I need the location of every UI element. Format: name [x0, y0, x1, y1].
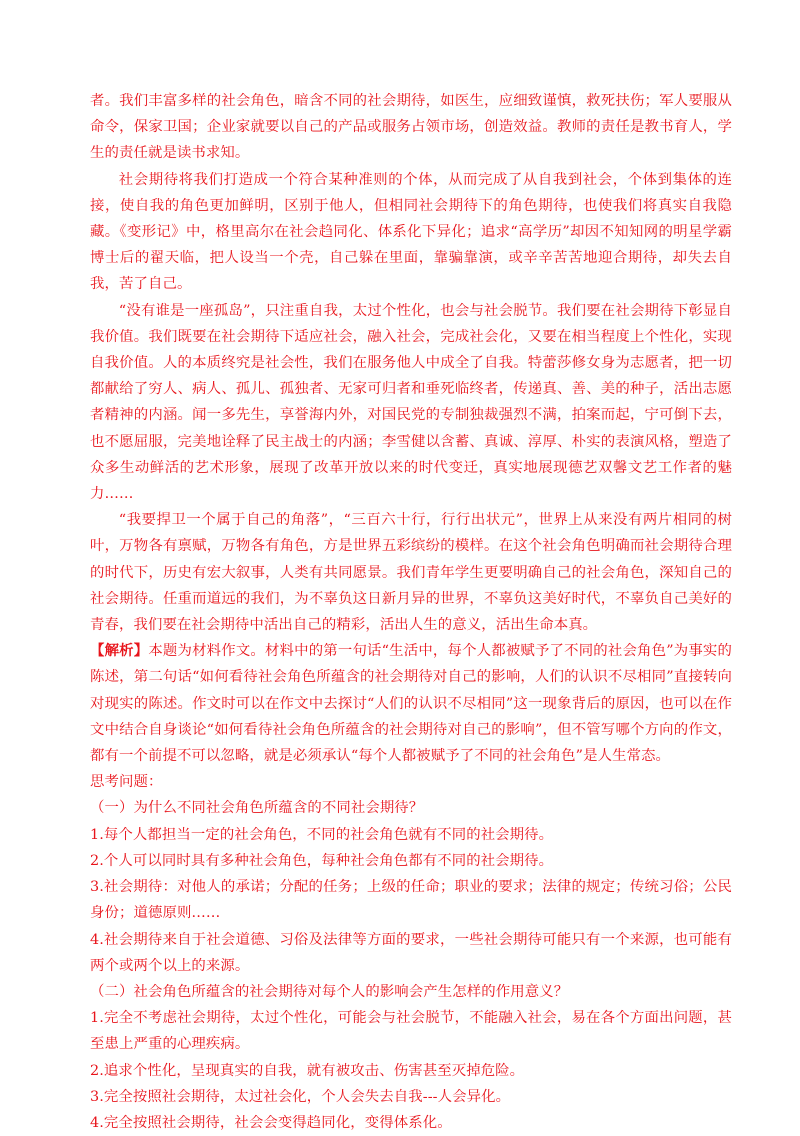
analysis-tag: 【解析】 — [90, 642, 149, 660]
analysis-paragraph — [90, 638, 732, 769]
question-2-list — [90, 1005, 732, 1136]
essay-paragraph-1: 者。我们丰富多样的社会角色，暗含不同的社会期待，如医生，应细致谨慎，救死扶伤；军人要服从命令，保家卫国；企业家就要以自己的产品或服务占领市场，创造效益。教师的责任是教书育人，学生的责任就是读书求知。 — [90, 93, 732, 162]
list-item: 1.每个人都担当一定的社会角色，不同的社会角色就有不同的社会期待。 — [90, 826, 554, 843]
essay-paragraph-2: 社会期待将我们打造成一个符合某种准则的个体，从而完成了从自我到社会，个体到集体的连接，使自我的角色更加鲜明，区别于他人，但相同社会期待下的角色期待，也使我们将真实自我隐藏。《变形记》中，格里高尔在社会趋同化、体系化下异化；追求“高学历”却因不知知网的明星学霸博士后的翟天临，把人设当一个壳，自己躲在里面，靠骗靠演，或辛辛苦苦地迎合期待，却失去自我，苦了自己。 — [90, 171, 732, 293]
question-1-list — [90, 822, 732, 979]
list-item: 4.完全按照社会期待，社会会变得趋同化，变得体系化。 — [90, 1114, 452, 1131]
list-item: 2.追求个性化，呈现真实的自我，就有被攻击、伤害甚至灭掉危险。 — [90, 1062, 525, 1079]
question-1-title: （一）为什么不同社会角色所蕴含的不同社会期待？ — [90, 800, 424, 817]
list-item: 1.完全不考虑社会期待，太过个性化，可能会与社会脱节，不能融入社会，易在各个方面出问题，甚至患上严重的心理疾病。 — [90, 1010, 732, 1053]
list-item: 4.社会期待来自于社会道德、习俗及法律等方面的要求，一些社会期待可能只有一个来源，也可能有两个或两个以上的来源。 — [90, 931, 732, 974]
essay-paragraph-3: “没有谁是一座孤岛”，只注重自我，太过个性化，也会与社会脱节。我们要在社会期待下彰显自我价值。我们既要在社会期待下适应社会，融入社会，完成社会化，又要在相当程度上个性化，实现自我价值。人的本质终究是社会性，我们在服务他人中成全了自我。特蕾莎修女身为志愿者，把一切都献给了穷人、病人、孤儿、孤独者、无家可归者和垂死临终者，传递真、善、美的种子，活出志愿者精神的内涵。闻一多先生，享誉海内外，对国民党的专制独裁强烈不满，拍案而起，宁可倒下去，也不愿屈服，完美地诠释了民主战士的内涵；李雪健以含蓄、真诚、淳厚、朴实的表演风格，塑造了众多生动鲜活的艺术形象，展现了改革开放以来的时代变迁，真实地展现德艺双馨文艺工作者的魅力…… — [90, 302, 732, 503]
question-2-title: （二）社会角色所蕴含的社会期待对每个人的影响会产生怎样的作用意义？ — [90, 983, 569, 1000]
list-item: 3.社会期待：对他人的承诺；分配的任务；上级的任命；职业的要求；法律的规定；传统习俗；公民身份；道德原则…… — [90, 879, 732, 922]
list-item: 2.个人可以同时具有多种社会角色，每种社会角色都有不同的社会期待。 — [90, 852, 554, 869]
essay-paragraph-4: “我要捍卫一个属于自己的角落”，“三百六十行，行行出状元”，世界上从来没有两片相同的树叶，万物各有禀赋，万物各有角色，方是世界五彩缤纷的模样。在这个社会角色明确而社会期待合理的时代下，历史有宏大叙事，人类有共同愿景。我们青年学生更要明确自己的社会角色，深知自己的社会期待。任重而道远的我们，为不辜负这日新月异的世界，不辜负这美好时代，不辜负自己美好的青春，我们要在社会期待中活出自己的精彩，活出人生的意义，活出生命本真。 — [90, 512, 732, 634]
analysis-text: 本题为材料作文。材料中的第一句话“生活中，每个人都被赋予了不同的社会角色”为事实的陈述，第二句话“如何看待社会角色所蕴含的社会期待对自己的影响，人们的认识不尽相同”直接转向对现实的陈述。作文时可以在作文中去探讨“人们的认识不尽相同”这一现象背后的原因，也可以在作文中结合自身谈论“如何看待社会角色所蕴含的社会期待对自己的影响”，但不管写哪个方向的作文，都有一个前提不可以忽略，就是必须承认“每个人都被赋予了不同的社会角色”是人生常态。 — [90, 643, 732, 765]
think-title: 思考问题： — [90, 774, 163, 791]
list-item: 3.完全按照社会期待，太过社会化，个人会失去自我---人会异化。 — [90, 1088, 511, 1105]
